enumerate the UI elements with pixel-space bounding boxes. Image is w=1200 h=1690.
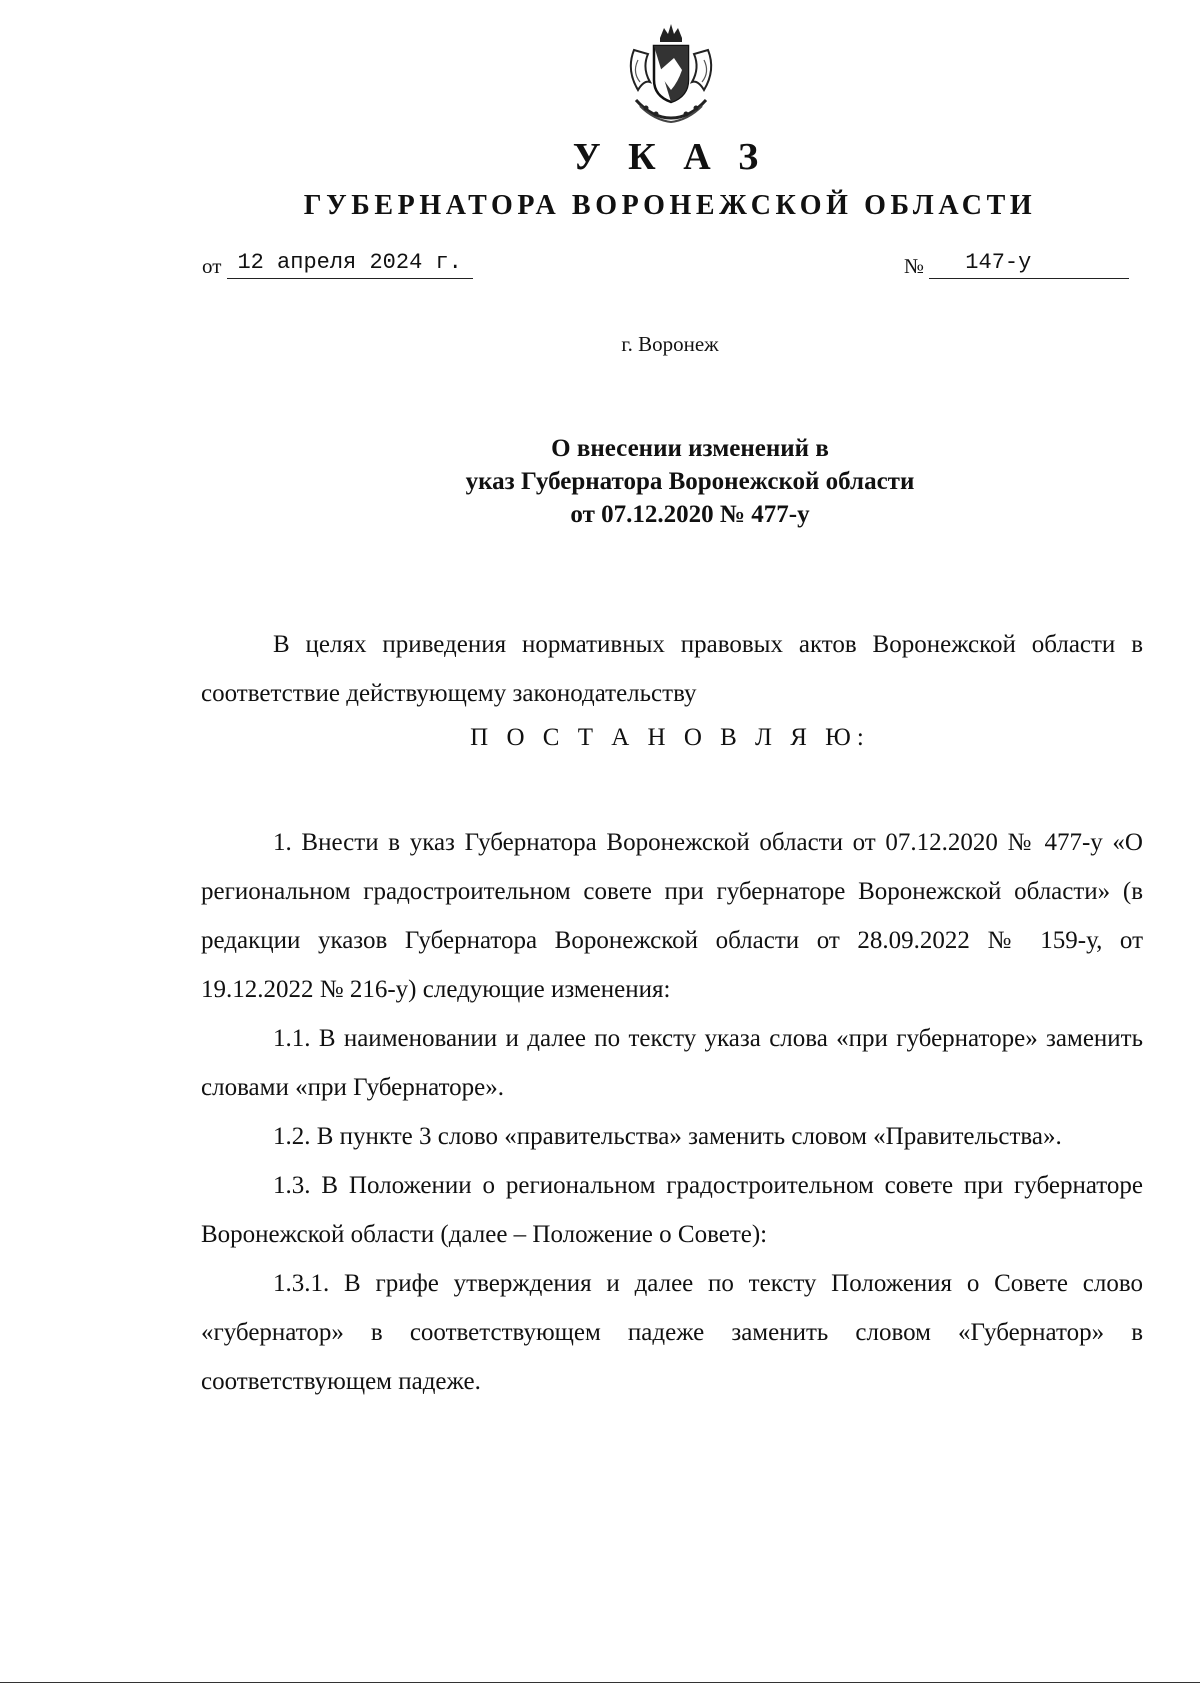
date-value: 12 апреля 2024 г. [227,250,473,279]
subject-line-1: О внесении изменений в [551,435,829,462]
item-1-3: 1.3. В Положении о региональном градостроительном совете при губернаторе Воронежской области (далее – Положение о Совете): [201,1172,1143,1248]
subject-line-3: от 07.12.2020 № 477-у [570,501,810,528]
number-prefix: № [904,254,925,278]
date-prefix: от [202,254,222,278]
document-title: У К А З [572,136,768,178]
number-value: 147-у [929,250,1129,279]
item-1-1: 1.1. В наименовании и далее по тексту указа слова «при губернаторе» заменить словами «при Губернаторе». [201,1025,1143,1101]
issuer-title: ГУБЕРНАТОРА ВОРОНЕЖСКОЙ ОБЛАСТИ [303,190,1037,221]
preamble-paragraph: В целях приведения нормативных правовых актов Воронежской области в соответствие действующему законодательству [201,631,1143,707]
item-1-3-1: 1.3.1. В грифе утверждения и далее по тексту Положения о Совете слово «губернатор» в соответствующем падеже заменить словом «Губернатор» в соответствующем падеже. [201,1270,1143,1395]
preamble-block [201,620,1143,718]
page-bottom-divider [0,1682,1200,1683]
subject-line-2: указ Губернатора Воронежской области [465,468,915,495]
decree-items [201,818,1143,1406]
document-subject [0,432,1200,531]
number-line [904,250,1129,279]
decree-word: П О С Т А Н О В Л Я Ю: [470,724,870,751]
city: г. Воронеж [621,332,719,356]
date-line [202,250,473,279]
item-1-2: 1.2. В пункте 3 слово «правительства» заменить словом «Правительства». [273,1123,1062,1150]
coat-of-arms-icon [622,20,720,124]
item-1: 1. Внести в указ Губернатора Воронежской области от 07.12.2020 № 477-у «О региональном градостроительном совете при губернаторе Воронежской области» (в редакции указов Губернатора Воронежской области от 28.09.2022 № 159-у, от 19.12.2022 № 216-у) следующие изменения: [201,829,1143,1003]
